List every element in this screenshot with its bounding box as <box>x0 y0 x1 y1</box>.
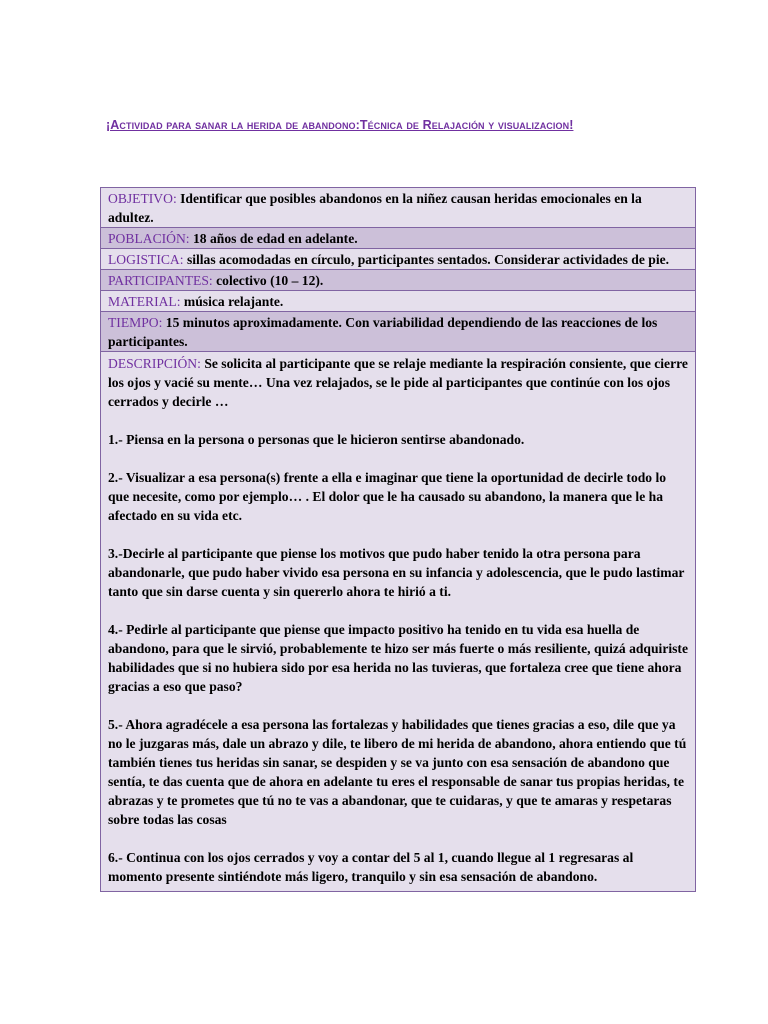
descripcion-intro: Se solicita al participante que se relaje mediante la respiración consiente, que cierre los ojos y vacié su mente… Una vez relajados, se le pide al participantes que continúe con los ojos cerrados y decirle … <box>108 356 688 409</box>
row-objetivo <box>101 188 695 228</box>
tiempo-label: TIEMPO: <box>108 315 163 330</box>
step-5: 5.- Ahora agradécele a esa persona las fortalezas y habilidades que tienes gracias a eso, dile que ya no le juzgaras más, dale un abrazo y dile, te libero de mi herida de abandono, ahora entiendo que tú también tienes tus heridas sin sanar, se despiden y se va junto con esa sensación de abandono que sentía, te das cuenta que de ahora en adelante tu eres el responsable de sanar tus propias heridas, te abrazas y te prometes que tú no te vas a abandonar, que te cuidaras, y que te amaras y respetaras sobre todas las cosas <box>108 717 687 827</box>
tiempo-text: 15 minutos aproximadamente. Con variabilidad dependiendo de las reacciones de los participantes. <box>108 315 658 349</box>
row-poblacion <box>101 228 695 249</box>
logistica-text: sillas acomodadas en círculo, participantes sentados. Considerar actividades de pie. <box>186 252 670 267</box>
activity-table <box>100 187 696 892</box>
step-6: 6.- Continua con los ojos cerrados y voy a contar del 5 al 1, cuando llegue al 1 regresaras al momento presente sintiéndote más ligero, tranquilo y sin esa sensación de abandono. <box>108 850 634 884</box>
step-1: 1.- Piensa en la persona o personas que le hicieron sentirse abandonado. <box>108 432 525 447</box>
row-logistica <box>101 249 695 270</box>
step-2: 2.- Visualizar a esa persona(s) frente a ella e imaginar que tiene la oportunidad de decirle todo lo que necesite, como por ejemplo… . El dolor que le ha causado su abandono, la manera que le ha afectado en su vida etc. <box>108 470 667 523</box>
poblacion-label: POBLACIÓN: <box>108 231 190 246</box>
row-participantes <box>101 270 695 291</box>
objetivo-label: OBJETIVO: <box>108 191 177 206</box>
material-text: música relajante. <box>183 294 284 309</box>
document-title: ¡Actividad para sanar la herida de abandono:Técnica de Relajación y visualizacion! <box>106 118 574 132</box>
descripcion-intro-paragraph <box>108 354 688 411</box>
step-3: 3.-Decirle al participante que piense los motivos que pudo haber tenido la otra persona para abandonarle, que pudo haber vivido esa persona en su infancia y adolescencia, que le pudo lastimar tanto que sin darse cuenta y sin quererlo ahora te hirió a ti. <box>108 546 685 599</box>
participantes-text: colectivo (10 – 12). <box>216 273 324 288</box>
logistica-label: LOGISTICA: <box>108 252 184 267</box>
poblacion-text: 18 años de edad en adelante. <box>192 231 358 246</box>
row-tiempo <box>101 312 695 352</box>
descripcion-label: DESCRIPCIÓN: <box>108 356 201 371</box>
participantes-label: PARTICIPANTES: <box>108 273 213 288</box>
row-material <box>101 291 695 312</box>
row-descripcion <box>101 352 695 891</box>
step-4: 4.- Pedirle al participante que piense que impacto positivo ha tenido en tu vida esa huella de abandono, para que le sirvió, probablemente te hizo ser más fuerte o más resiliente, quizá adquiriste habilidades que si no hubiera sido por esa herida no las tuvieras, que fortaleza cree que tiene ahora gracias a eso que paso? <box>108 622 688 694</box>
objetivo-text: Identificar que posibles abandonos en la niñez causan heridas emocionales en la adultez. <box>108 191 642 225</box>
material-label: MATERIAL: <box>108 294 181 309</box>
